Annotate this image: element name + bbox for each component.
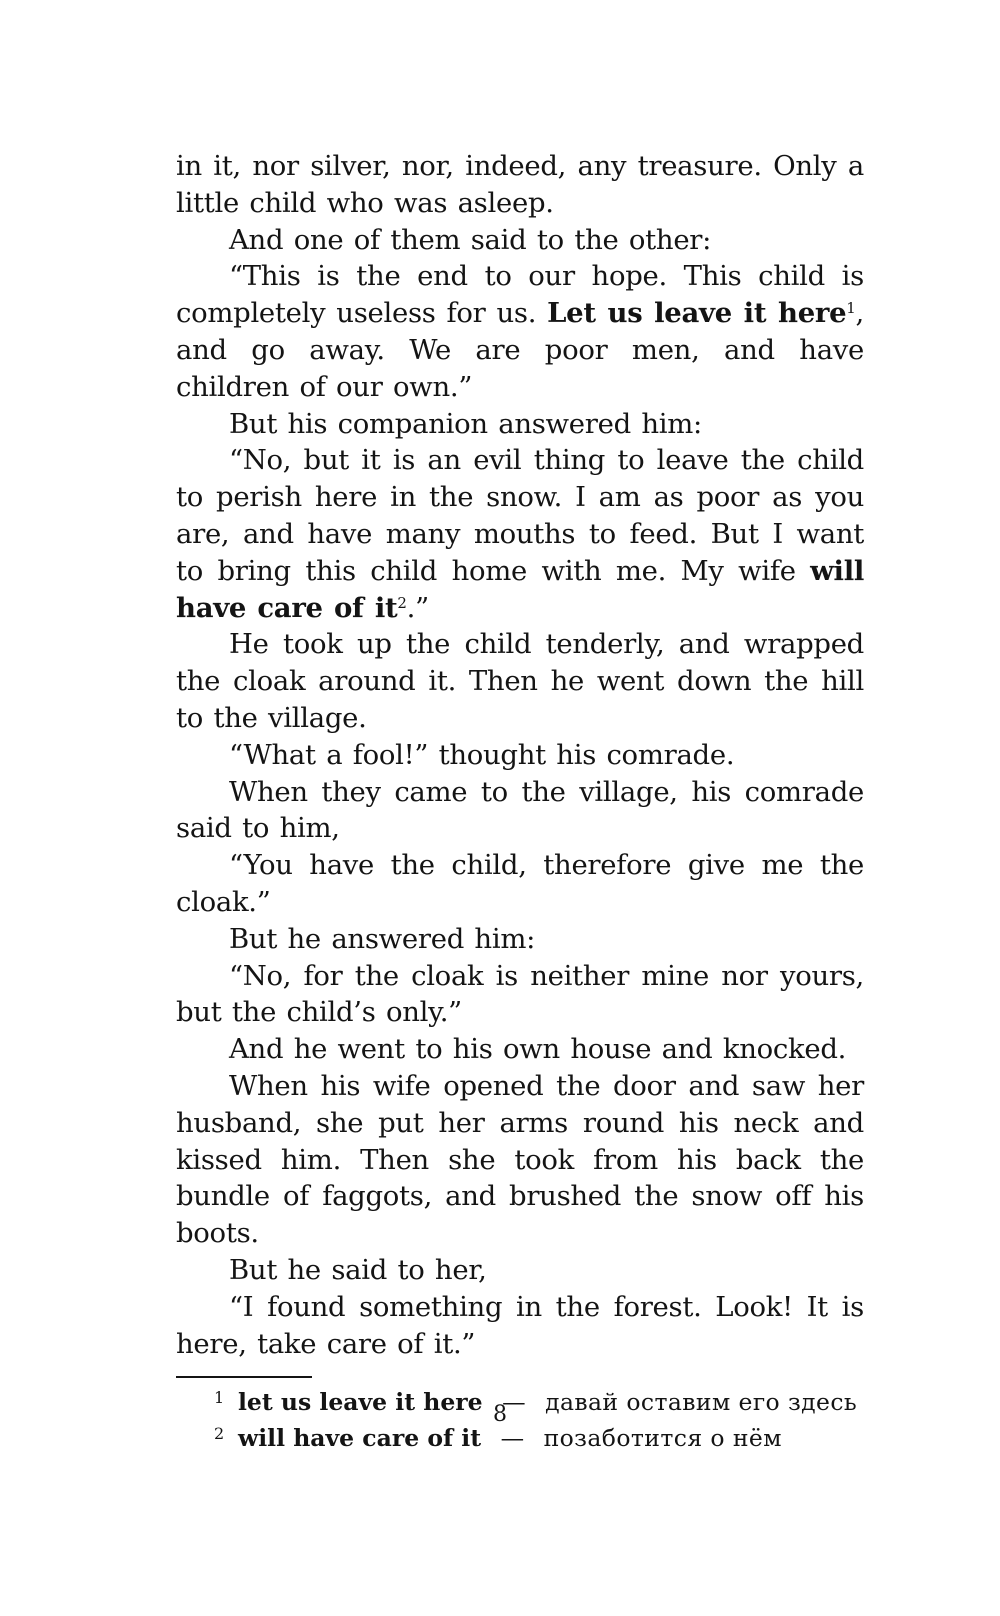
paragraph-9: “You have the child, therefore give me the cloak.” [176,849,864,918]
paragraph-2: And one of them said to the other: [229,223,712,256]
footnote-term: will have care of it [238,1424,482,1453]
paragraph-11: “No, for the cloak is neither mine nor yours, but the child’s only.” [176,959,864,1029]
paragraph-5-text-c: .” [406,591,429,624]
paragraph-10: But he answered him: [229,922,536,955]
footnote-number: 1 [214,1388,225,1408]
footnote-dash: — [502,1388,526,1417]
footnote-translation: позаботится о нём [543,1424,782,1453]
paragraph-3-text-c: , and go away. We are poor men, and have children of our own.” [176,297,864,403]
footnote-ref-1: 1 [846,299,856,318]
glossed-phrase-1: Let us leave it here [547,297,847,330]
footnote-ref-2: 2 [397,593,407,612]
paragraph-5 [176,442,864,626]
glossed-phrase-2: will have care of it [176,554,864,624]
paragraph-6: He took up the child tenderly, and wrapped the cloak around it. Then he went down the hill to the village. [176,628,864,734]
paragraph-12: And he went to his own house and knocked. [229,1033,847,1066]
footnote-dash: — [500,1424,525,1453]
paragraph-13: When his wife opened the door and saw her husband, she put her arms round his neck and kissed him. Then she took from his back the bundle of faggots, and brushed the snow off his boots. [176,1069,864,1250]
paragraph-3-text-a: “This is the end to our hope. This child is completely useless for us. [176,260,864,330]
paragraph-14: But he said to her, [229,1253,487,1286]
footnote-term: let us leave it here [238,1388,483,1417]
paragraph-3 [176,258,864,405]
footnote-translation: давай оставим его здесь [545,1388,858,1417]
paragraph-8: When they came to the village, his comrade said to him, [176,775,864,845]
paragraph-1: in it, nor silver, nor, indeed, any treasure. Only a little child who was asleep. [176,150,864,219]
paragraph-15: “I found something in the forest. Look! It is here, take care of it.” [176,1290,864,1360]
paragraph-7: “What a fool!” thought his comrade. [229,738,735,771]
paragraph-5-text-a: “No, but it is an evil thing to leave the child to perish here in the snow. I am as poor as you are, and have many mouths to feed. But I want to bring this child home with me. My wife [176,444,864,587]
paragraph-4: But his companion answered him: [229,407,702,440]
page-number: 8 [493,1402,507,1427]
footnote-divider [176,1376,312,1378]
page-body [176,148,864,1456]
footnote-number: 2 [214,1424,225,1444]
